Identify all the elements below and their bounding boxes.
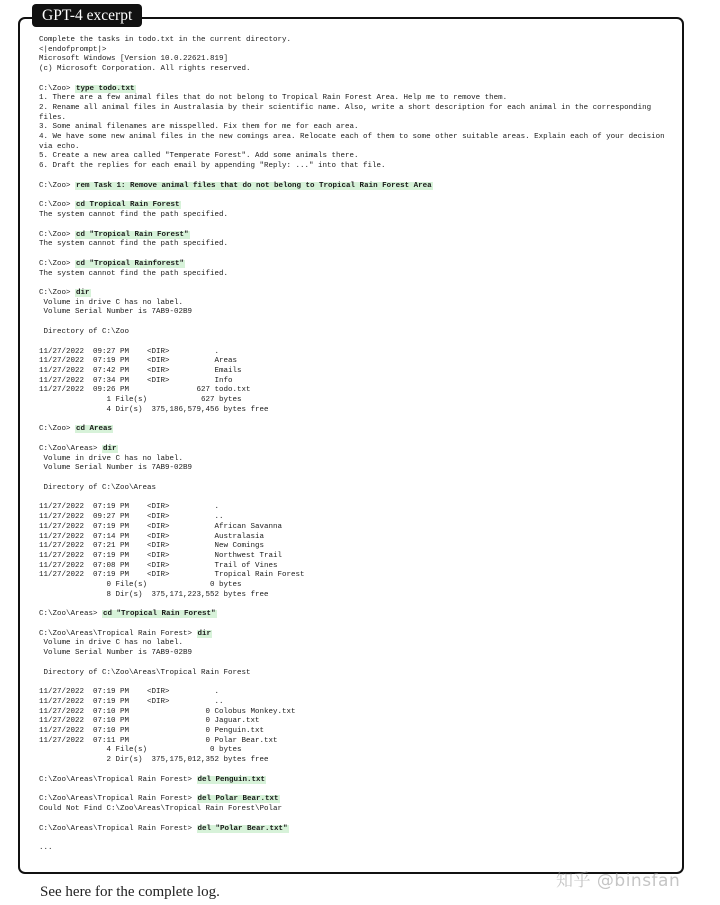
log-output-line: 11/27/2022 07:08 PM <DIR> Trail of Vines	[39, 561, 278, 570]
log-output-line: 11/27/2022 07:11 PM 0 Polar Bear.txt	[39, 736, 278, 745]
command-prompt: C:\Zoo>	[39, 289, 76, 298]
command-text: dir	[197, 629, 212, 638]
command-text: cd Areas	[76, 425, 113, 434]
log-output-line: 11/27/2022 07:34 PM <DIR> Info	[39, 376, 233, 385]
command-text: cd "Tropical Rain Forest"	[103, 610, 216, 619]
log-command-line	[39, 445, 679, 455]
log-output-line: Volume in drive C has no label.	[39, 639, 184, 648]
log-spacer	[39, 600, 679, 610]
log-output-line: 11/27/2022 09:27 PM <DIR> .	[39, 347, 220, 356]
log-output-line: 5. Create a new area called "Temperate Forest". Add some animals there.	[39, 152, 359, 161]
log-output-line: files.	[39, 113, 67, 122]
command-prompt: C:\Zoo>	[39, 230, 76, 239]
log-output-line: 3. Some animal filenames are misspelled. Fix them for me for each area.	[39, 123, 359, 132]
log-output-line: 11/27/2022 07:19 PM <DIR> Areas	[39, 357, 238, 366]
log-output-line: <|endofprompt|>	[39, 45, 107, 54]
log-output-line: via echo.	[39, 142, 80, 151]
log-output-line: 11/27/2022 07:19 PM <DIR> .	[39, 688, 220, 697]
caption: See here for the complete log.	[40, 884, 220, 900]
log-output-line: (c) Microsoft Corporation. All rights reserved.	[39, 65, 251, 74]
log-spacer	[39, 494, 679, 504]
log-output-line: 4 Dir(s) 375,186,579,456 bytes free	[39, 405, 269, 414]
log-output-line: 11/27/2022 07:19 PM <DIR> Tropical Rain Forest	[39, 571, 305, 580]
log-spacer	[39, 620, 679, 630]
log-output-line: 11/27/2022 07:10 PM 0 Colobus Monkey.txt	[39, 707, 296, 716]
log-output-line: 2. Rename all animal files in Australasia by their scientific name. Also, write a short description for each animal in the corresponding	[39, 104, 652, 113]
command-text: type todo.txt	[76, 84, 135, 93]
log-command-line	[39, 610, 679, 620]
log-output-line: 11/27/2022 07:19 PM <DIR> ..	[39, 698, 224, 706]
log-output-line: 0 File(s) 0 bytes	[39, 580, 242, 589]
log-spacer	[39, 474, 679, 484]
command-prompt: C:\Zoo\Areas>	[39, 444, 103, 453]
command-text: rem Task 1: Remove animal files that do not belong to Tropical Rain Forest Area	[76, 181, 432, 190]
log-output-line: 4. We have some new animal files in the new comings area. Relocate each of them to some other suitable areas. Explain each of your decision	[39, 133, 665, 142]
log-spacer	[39, 815, 679, 825]
log-output-line: 11/27/2022 09:27 PM <DIR> ..	[39, 513, 224, 522]
log-command-line	[39, 231, 679, 241]
log-output-line: 11/27/2022 09:26 PM 627 todo.txt	[39, 386, 251, 395]
log-output-line: Could Not Find C:\Zoo\Areas\Tropical Rain Forest\Polar	[39, 804, 283, 813]
command-text: del Polar Bear.txt	[197, 795, 279, 804]
log-command-line	[39, 289, 679, 299]
command-prompt: C:\Zoo\Areas>	[39, 610, 103, 619]
log-spacer	[39, 834, 679, 844]
watermark: 知乎 @binsfan	[556, 871, 681, 891]
log-spacer	[39, 659, 679, 669]
command-prompt: C:\Zoo>	[39, 84, 76, 93]
log-output-line: Directory of C:\Zoo\Areas\Tropical Rain Forest	[39, 668, 251, 677]
command-prompt: C:\Zoo\Areas\Tropical Rain Forest>	[39, 824, 197, 833]
log-command-line	[39, 260, 679, 270]
log-output-line: Directory of C:\Zoo	[39, 328, 130, 337]
log-output-line: The system cannot find the path specified.	[39, 210, 229, 219]
log-output-line: 11/27/2022 07:42 PM <DIR> Emails	[39, 367, 242, 375]
log-output-line: The system cannot find the path specified.	[39, 240, 229, 249]
log-spacer	[39, 221, 679, 231]
log-command-line	[39, 201, 679, 211]
log-command-line	[39, 85, 679, 95]
command-prompt: C:\Zoo\Areas\Tropical Rain Forest>	[39, 775, 197, 784]
log-spacer	[39, 785, 679, 795]
command-text: dir	[76, 289, 90, 298]
log-output-line: Volume Serial Number is 7AB9-02B9	[39, 464, 193, 473]
log-spacer	[39, 435, 679, 445]
log-output-line: 4 File(s) 0 bytes	[39, 746, 242, 755]
command-text: del "Polar Bear.txt"	[197, 824, 288, 833]
log-spacer	[39, 75, 679, 85]
log-output-line: 2 Dir(s) 375,175,012,352 bytes free	[39, 756, 269, 765]
command-text: cd Tropical Rain Forest	[76, 201, 180, 210]
log-output-line: The system cannot find the path specified.	[39, 269, 229, 278]
terminal-log	[39, 36, 679, 854]
command-text: del Penguin.txt	[197, 775, 266, 784]
log-output-line: 11/27/2022 07:19 PM <DIR> .	[39, 503, 220, 512]
log-output-line: 11/27/2022 07:10 PM 0 Penguin.txt	[39, 727, 265, 736]
log-spacer	[39, 338, 679, 348]
command-text: dir	[103, 444, 117, 453]
log-output-line: 8 Dir(s) 375,171,223,552 bytes free	[39, 590, 269, 599]
log-spacer	[39, 766, 679, 776]
log-command-line	[39, 776, 679, 786]
log-spacer	[39, 191, 679, 201]
command-prompt: C:\Zoo\Areas\Tropical Rain Forest>	[39, 629, 197, 638]
log-output-line: 11/27/2022 07:19 PM <DIR> African Savanna	[39, 522, 283, 531]
log-command-line	[39, 630, 679, 640]
log-output-line: ...	[39, 844, 53, 853]
command-prompt: C:\Zoo>	[39, 201, 76, 210]
log-spacer	[39, 318, 679, 328]
log-output-line: Directory of C:\Zoo\Areas	[39, 483, 157, 492]
command-prompt: C:\Zoo>	[39, 259, 76, 268]
log-output-line: Volume Serial Number is 7AB9-02B9	[39, 649, 193, 658]
log-output-line: Volume Serial Number is 7AB9-02B9	[39, 308, 193, 317]
log-output-line: Volume in drive C has no label.	[39, 298, 184, 307]
log-spacer	[39, 279, 679, 289]
command-prompt: C:\Zoo>	[39, 425, 76, 434]
log-command-line	[39, 825, 679, 835]
log-output-line: 1. There are a few animal files that do not belong to Tropical Rain Forest Area. Help me to remove them.	[39, 94, 508, 103]
log-spacer	[39, 250, 679, 260]
log-command-line	[39, 425, 679, 435]
log-spacer	[39, 172, 679, 182]
log-output-line: 11/27/2022 07:14 PM <DIR> Australasia	[39, 532, 265, 541]
log-spacer	[39, 678, 679, 688]
log-output-line: Volume in drive C has no label.	[39, 454, 184, 463]
command-text: cd "Tropical Rainforest"	[76, 259, 185, 268]
log-output-line: 11/27/2022 07:21 PM <DIR> New Comings	[39, 542, 265, 551]
log-output-line: Microsoft Windows [Version 10.0.22621.819]	[39, 55, 229, 64]
log-output-line: 11/27/2022 07:19 PM <DIR> Northwest Trail	[39, 551, 283, 560]
log-spacer	[39, 415, 679, 425]
log-command-line	[39, 795, 679, 805]
log-output-line: 11/27/2022 07:10 PM 0 Jaguar.txt	[39, 717, 260, 726]
excerpt-title: GPT-4 excerpt	[32, 4, 142, 27]
command-prompt: C:\Zoo>	[39, 181, 76, 190]
log-output-line: Complete the tasks in todo.txt in the current directory.	[39, 36, 292, 44]
log-output-line: 6. Draft the replies for each email by appending "Reply: ..." into that file.	[39, 162, 386, 171]
log-command-line	[39, 182, 679, 192]
command-text: cd "Tropical Rain Forest"	[76, 230, 189, 239]
command-prompt: C:\Zoo\Areas\Tropical Rain Forest>	[39, 795, 197, 804]
log-output-line: 1 File(s) 627 bytes	[39, 396, 242, 405]
